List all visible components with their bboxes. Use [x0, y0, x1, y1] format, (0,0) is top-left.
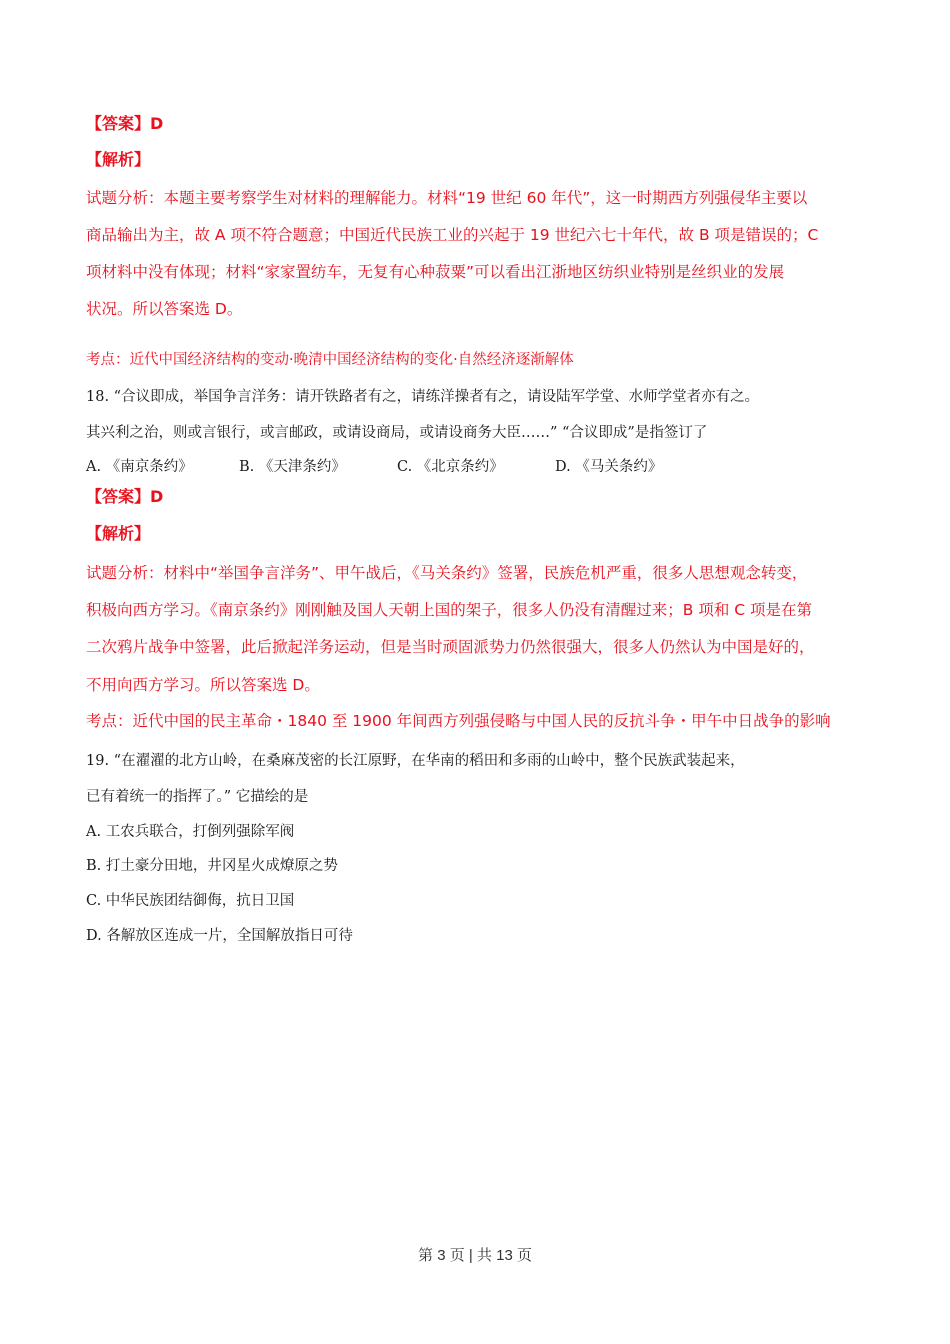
q18-analysis-line: 试题分析：材料中“举国争言洋务”、甲午战后，《马关条约》签署，民族危机严重，很多人思想观念转变，: [86, 564, 808, 582]
q17-analysis-line: 状况。所以答案选 D。: [86, 300, 243, 318]
q19-question-line: 已有着统一的指挥了。” 它描绘的是: [86, 789, 309, 805]
q18-analysis-label: 【解析】: [86, 524, 151, 543]
q18-kaodian: 考点：近代中国的民主革命・1840 至 1900 年间西方列强侵略与中国人民的反抗斗争・甲午中日战争的影响: [86, 712, 831, 730]
q18-analysis-line: 不用向西方学习。所以答案选 D。: [86, 676, 320, 694]
page-indicator: 第 3 页 | 共 13 页: [418, 1247, 532, 1264]
q17-analysis-line: 商品输出为主，故 A 项不符合题意；中国近代民族工业的兴起于 19 世纪六七十年代，故 B 项是错误的；C: [86, 226, 819, 244]
q19-option-c: C. 中华民族团结御侮，抗日卫国: [86, 893, 295, 909]
q18-answer-label: 【答案】D: [86, 487, 164, 506]
q18-analysis-line: 积极向西方学习。《南京条约》刚刚触及国人天朝上国的架子，很多人仍没有清醒过来；B 项和 C 项是在第: [86, 601, 812, 619]
q19-option-b: B. 打土豪分田地，井冈星火成燎原之势: [86, 858, 338, 874]
q19-option-a: A. 工农兵联合，打倒列强除军阀: [86, 824, 295, 840]
q19-question-line: 19. “在濯濯的北方山岭，在桑麻茂密的长江原野，在华南的稻田和多雨的山岭中，整个民族武装起来，: [86, 753, 745, 769]
q17-analysis-line: 试题分析：本题主要考察学生对材料的理解能力。材料“19 世纪 60 年代”，这一时期西方列强侵华主要以: [86, 189, 808, 207]
q18-option-a: A. 《南京条约》: [86, 459, 193, 475]
q18-option-d: D. 《马关条约》: [555, 459, 663, 475]
q17-answer-label: 【答案】D: [86, 114, 164, 133]
q18-analysis-line: 二次鸦片战争中签署，此后掀起洋务运动，但是当时顽固派势力仍然很强大，很多人仍然认为中国是好的，: [86, 638, 815, 656]
q19-option-d: D. 各解放区连成一片，全国解放指日可待: [86, 928, 353, 944]
q18-option-b: B. 《天津条约》: [239, 459, 346, 475]
q18-question-line: 其兴利之治，则或言银行，或言邮政，或请设商局，或请设商务大臣……” “合议即成”是指签订了: [86, 425, 708, 441]
q18-question-line: 18. “合议即成，举国争言洋务：请开铁路者有之，请练洋操者有之，请设陆军学堂、水师学堂者亦有之。: [86, 389, 760, 405]
q17-kaodian: 考点：近代中国经济结构的变动·晚清中国经济结构的变化·自然经济逐渐解体: [86, 352, 574, 368]
q17-analysis-line: 项材料中没有体现；材料“家家置纺车，无复有心种菽粟”可以看出江浙地区纺织业特别是丝织业的发展: [86, 263, 785, 281]
q18-options: [86, 457, 662, 477]
q18-option-c: C. 《北京条约》: [397, 459, 504, 475]
q17-analysis-label: 【解析】: [86, 150, 151, 169]
